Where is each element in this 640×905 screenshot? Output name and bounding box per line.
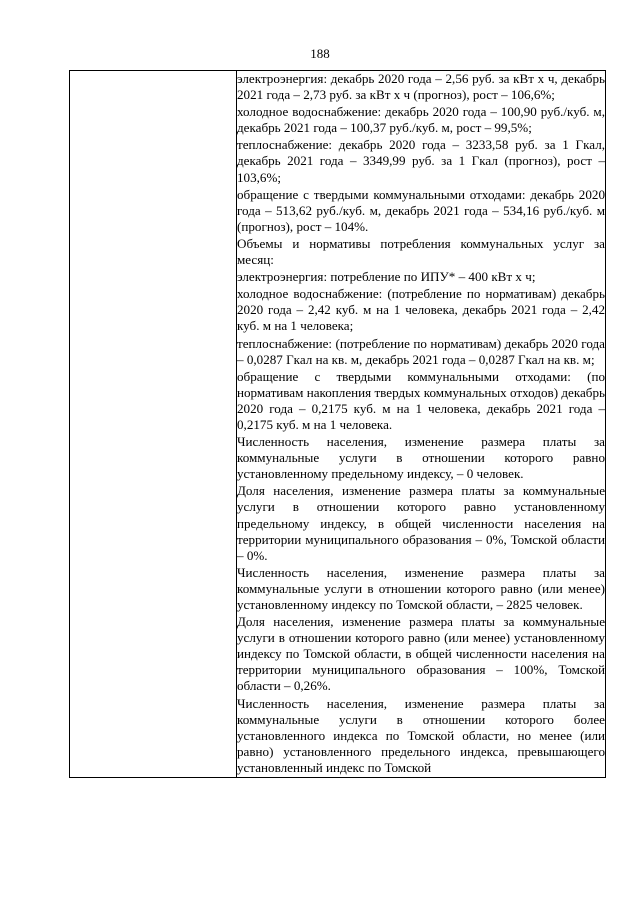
page-number: 188 bbox=[310, 46, 330, 61]
paragraph-population-regional-index: Численность населения, изменение размера платы за коммунальные услуги в отношении которого равно (или менее) установленному индексу по Томской области, – 2825 человек. bbox=[237, 564, 605, 612]
table-cell-right bbox=[237, 71, 606, 778]
paragraph-volumes-heading: Объемы и нормативы потребления коммунальных услуг за месяц: bbox=[237, 235, 605, 268]
paragraph-electricity-tariff: электроэнергия: декабрь 2020 года – 2,56 руб. за кВт х ч, декабрь 2021 года – 2,73 руб. за кВт х ч (прогноз), рост – 106,6%; bbox=[237, 71, 605, 103]
paragraph-heating-volume: теплоснабжение: (потребление по нормативам) декабрь 2020 года – 0,0287 Гкал на кв. м, декабрь 2021 года – 0,0287 Гкал на кв. м; bbox=[237, 335, 605, 367]
paragraph-waste-volume: обращение с твердыми коммунальными отходами: (по нормативам накопления твердых коммунальных отходов) декабрь 2020 года – 0,2175 куб. м на 1 человека, декабрь 2021 года – 0,2175 куб. м на 1 человека. bbox=[237, 368, 605, 432]
paragraph-waste-tariff: обращение с твердыми коммунальными отходами: декабрь 2020 года – 513,62 руб./куб. м, декабрь 2021 года – 534,16 руб./куб. м (прогноз), рост – 104%. bbox=[237, 186, 605, 234]
content-table bbox=[69, 70, 606, 778]
paragraph-population-limit-index: Численность населения, изменение размера платы за коммунальные услуги в отношении которого равно установленному предельному индексу, – 0 человек. bbox=[237, 434, 605, 482]
paragraph-share-regional-index: Доля населения, изменение размера платы за коммунальные услуги в отношении которого равно (или менее) установленному индексу по Томской области, в общей численности населения на территории муниципального образования – 100%, Томской области – 0,26%. bbox=[237, 614, 605, 694]
table-row bbox=[70, 71, 606, 778]
paragraph-population-above-index: Численность населения, изменение размера платы за коммунальные услуги в отношении которого более установленного индекса по Томской области, но менее (или равно) установленного предельного индекса, превышающего установленный индекс по Томской bbox=[237, 695, 605, 775]
paragraph-cold-water-tariff: холодное водоснабжение: декабрь 2020 года – 100,90 руб./куб. м, декабрь 2021 года – 100,37 руб./куб. м, рост – 99,5%; bbox=[237, 104, 605, 136]
paragraph-heating-tariff: теплоснабжение: декабрь 2020 года – 3233,58 руб. за 1 Гкал, декабрь 2021 года – 3349,99 руб. за 1 Гкал (прогноз), рост – 103,6%; bbox=[237, 137, 605, 185]
paragraph-electricity-volume: электроэнергия: потребление по ИПУ* – 400 кВт х ч; bbox=[237, 269, 536, 285]
paragraph-share-limit-index: Доля населения, изменение размера платы за коммунальные услуги в отношении которого равно установленному предельному индексу, в общей численности населения на территории муниципального образования – 0%, Томской области – 0%. bbox=[237, 483, 605, 563]
table-cell-left bbox=[70, 71, 237, 778]
paragraph-cold-water-volume: холодное водоснабжение: (потребление по нормативам) декабрь 2020 года – 2,42 куб. м на 1 человека, декабрь 2021 года – 2,42 куб. м на 1 человека; bbox=[237, 286, 605, 334]
